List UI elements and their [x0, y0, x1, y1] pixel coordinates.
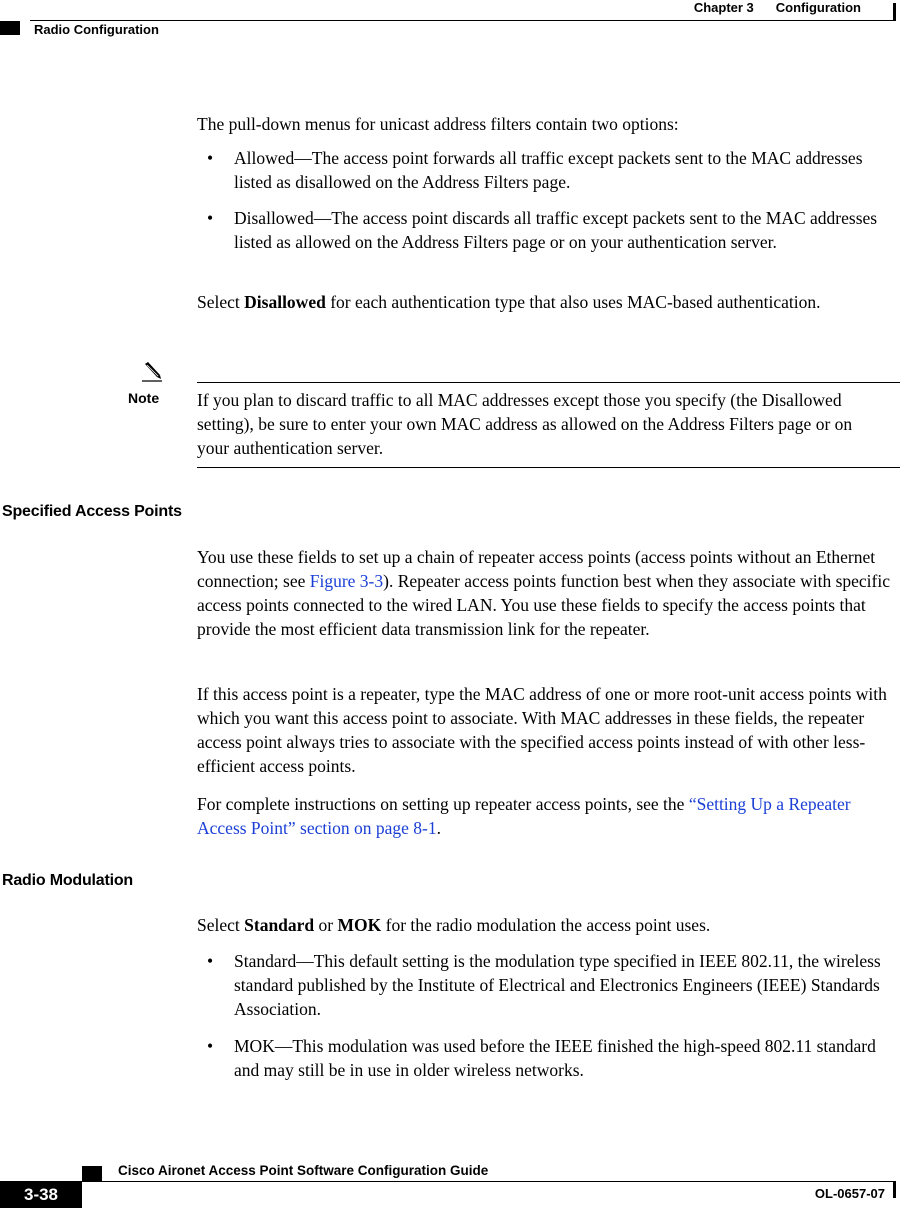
- text-run: You use these fields to set up a chain of repeater access points (access points without an Ethernet connection; see: [197, 547, 876, 591]
- footer-rule: [0, 1181, 896, 1182]
- figure-link[interactable]: Figure 3-3: [309, 571, 384, 591]
- select-disallowed-paragraph: [197, 290, 899, 314]
- section-link[interactable]: “Setting Up a Repeater Access Point” section on page 8-1: [197, 794, 851, 838]
- footer-edge-tick: [893, 1182, 896, 1198]
- footer-marker-block: [82, 1166, 102, 1181]
- bold-term: Standard: [244, 915, 315, 935]
- header-section-title: Radio Configuration: [34, 22, 159, 37]
- bold-term: Disallowed: [244, 292, 326, 312]
- header-edge-tick: [893, 3, 896, 21]
- list-item-text: MOK—This modulation was used before the IEEE finished the high-speed 802.11 standard and may still be in use in older wireless networks.: [234, 1036, 876, 1080]
- text-run: Select: [197, 292, 245, 312]
- bold-term: MOK: [337, 915, 382, 935]
- chapter-title: Configuration: [775, 0, 861, 15]
- bullet-icon: •: [207, 951, 214, 971]
- bullet-icon: •: [207, 148, 214, 168]
- text-run: or: [314, 915, 338, 935]
- page-number: 3-38: [0, 1182, 82, 1208]
- list-item: [207, 1034, 899, 1082]
- footer-book-title: Cisco Aironet Access Point Software Configuration Guide: [118, 1163, 489, 1178]
- list-item-text: Allowed—The access point forwards all traffic except packets sent to the MAC addresses listed as disallowed on the Address Filters page.: [234, 148, 863, 192]
- footer-doc-number: OL-0657-07: [814, 1186, 885, 1201]
- text-run: Select: [197, 915, 245, 935]
- note-label: Note: [128, 390, 160, 406]
- specified-paragraph-2: If this access point is a repeater, type the MAC address of one or more root-unit access points with which you want this access point to associate. With MAC addresses in these fields, the repeater access point always tries to associate with the specified access points instead of with other less-efficient access points.: [197, 684, 887, 776]
- bullet-icon: •: [207, 208, 214, 228]
- text-run: .: [436, 818, 441, 838]
- modulation-paragraph: [197, 913, 899, 937]
- list-item-text: Disallowed—The access point discards all traffic except packets sent to the MAC addresses listed as allowed on the Address Filters page or on your authentication server.: [234, 208, 878, 252]
- text-run: ). Repeater access points function best when they associate with specific access points connected to the wired LAN. You use these fields to specify the access points that provide the most efficient data transmission link for the repeater.: [197, 571, 890, 639]
- header-chapter: [694, 0, 861, 15]
- list-item: [207, 146, 899, 194]
- list-item: [207, 206, 899, 254]
- pencil-note-icon: [140, 360, 164, 384]
- intro-paragraph: The pull-down menus for unicast address filters contain two options:: [197, 114, 679, 134]
- note-top-rule: [197, 382, 900, 383]
- note-text: If you plan to discard traffic to all MAC addresses except those you specify (the Disallowed setting), be sure to enter your own MAC address as allowed on the Address Filters page or on your authentication server.: [197, 390, 853, 458]
- section-heading-specified-access-points: Specified Access Points: [2, 503, 182, 520]
- list-item: [207, 949, 899, 1021]
- header-rule: [30, 20, 896, 21]
- header-marker-block: [0, 21, 20, 35]
- text-run: for the radio modulation the access point uses.: [381, 915, 711, 935]
- list-item-text: Standard—This default setting is the modulation type specified in IEEE 802.11, the wireless standard published by the Institute of Electrical and Electronics Engineers (IEEE) Standards Association.: [234, 951, 881, 1019]
- section-heading-radio-modulation: Radio Modulation: [2, 872, 134, 889]
- specified-paragraph-3: [197, 792, 899, 840]
- bullet-icon: •: [207, 1036, 214, 1056]
- note-bottom-rule: [197, 467, 900, 468]
- chapter-number: Chapter 3: [693, 0, 754, 15]
- text-run: for each authentication type that also uses MAC-based authentication.: [325, 292, 821, 312]
- specified-paragraph-1: [197, 545, 899, 641]
- text-run: For complete instructions on setting up repeater access points, see the: [197, 794, 689, 814]
